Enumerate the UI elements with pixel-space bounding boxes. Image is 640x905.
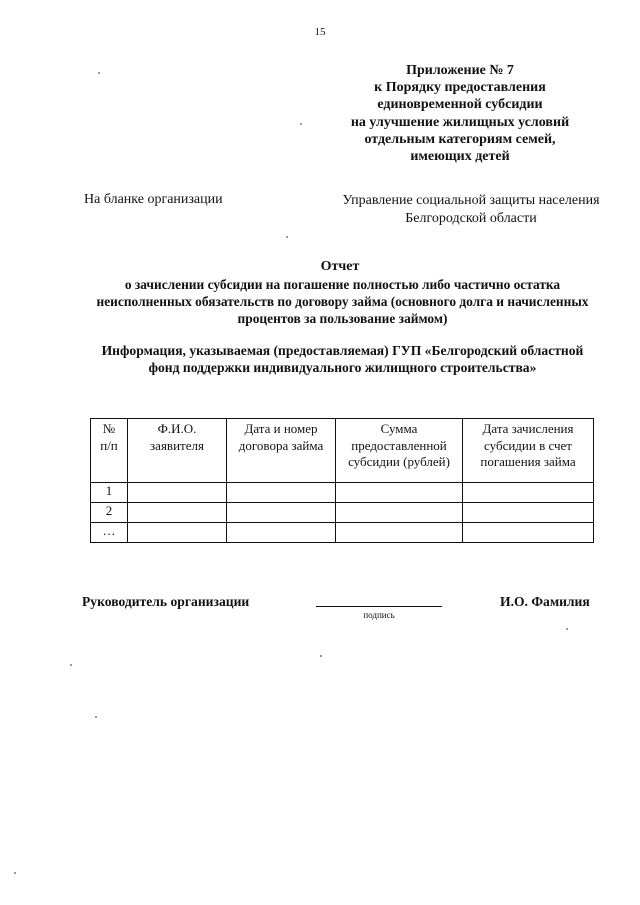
header-text: № [102,421,116,436]
information-source-line: Информация, указываемая (предоставляемая) ГУП «Белгородский областной [101,343,584,358]
scan-speck [14,872,16,874]
table-cell [336,483,463,503]
table-cell [227,503,336,523]
information-source [70,342,615,376]
header-text: Ф.И.О. [157,421,197,436]
appendix-header [340,62,580,165]
header-text: Дата и номер [244,421,318,436]
table-cell [128,503,227,523]
report-subtitle-line: о зачислении субсидии на погашение полностью либо частично остатка [124,277,561,292]
appendix-line: имеющих детей [410,149,510,165]
table-row [91,503,594,523]
signatory-position: Руководитель организации [82,594,250,609]
table-cell [463,503,594,523]
column-header-applicant [128,419,227,483]
table-cell [128,483,227,503]
appendix-line: на улучшение жилищных условий [350,114,570,130]
signature-line [316,606,442,607]
table-header-row [91,419,594,483]
table-cell: … [91,523,128,543]
table-cell [227,483,336,503]
appendix-line: к Порядку предоставления [374,80,546,96]
report-subtitle [70,276,615,327]
report-title: Отчет [320,259,360,274]
table-cell [227,523,336,543]
header-text: субсидии в счет [484,437,572,453]
table-cell [128,523,227,543]
recipient-block [336,192,606,228]
header-text: погашения займа [480,454,576,469]
scan-speck [286,236,288,238]
scan-speck [300,123,302,125]
scan-speck [95,716,97,718]
table-cell [336,503,463,523]
scan-speck [566,628,568,630]
organization-letterhead-note: На бланке организации [84,192,223,207]
table-cell: 1 [91,483,128,503]
recipient-line: Управление социальной защиты населения [342,193,600,208]
column-header-credit-date [463,419,594,483]
column-header-contract [227,419,336,483]
signatory-name: И.О. Фамилия [500,594,590,609]
report-subtitle-line: процентов за пользование займом) [237,311,448,326]
table-row [91,523,594,543]
report-subtitle-line: неисполненных обязательств по договору займа (основного долга и начисленных [96,294,589,309]
signature-caption: подпись [363,610,395,620]
header-text: предоставленной [351,437,447,453]
table-cell: 2 [91,503,128,523]
report-table [90,418,594,543]
page-number: 15 [314,26,326,38]
recipient-line: Белгородской области [405,211,537,226]
table-cell [336,523,463,543]
table-cell [463,523,594,543]
table-row [91,483,594,503]
header-text: договора займа [238,437,324,453]
appendix-line: Приложение № 7 [406,63,514,78]
scan-speck [70,664,72,666]
header-text: Дата зачисления [482,421,574,436]
header-text: субсидии (рублей) [348,454,450,469]
header-text: заявителя [150,437,204,453]
table-cell [463,483,594,503]
appendix-line: единовременной субсидии [377,97,543,113]
column-header-amount [336,419,463,483]
header-text: Сумма [380,421,418,436]
scan-speck [320,655,322,657]
information-source-line: фонд поддержки индивидуального жилищного строительства» [148,360,537,375]
header-text: п/п [100,437,118,453]
scan-speck [98,72,100,74]
appendix-line: отдельным категориям семей, [364,131,556,147]
column-header-number [91,419,128,483]
